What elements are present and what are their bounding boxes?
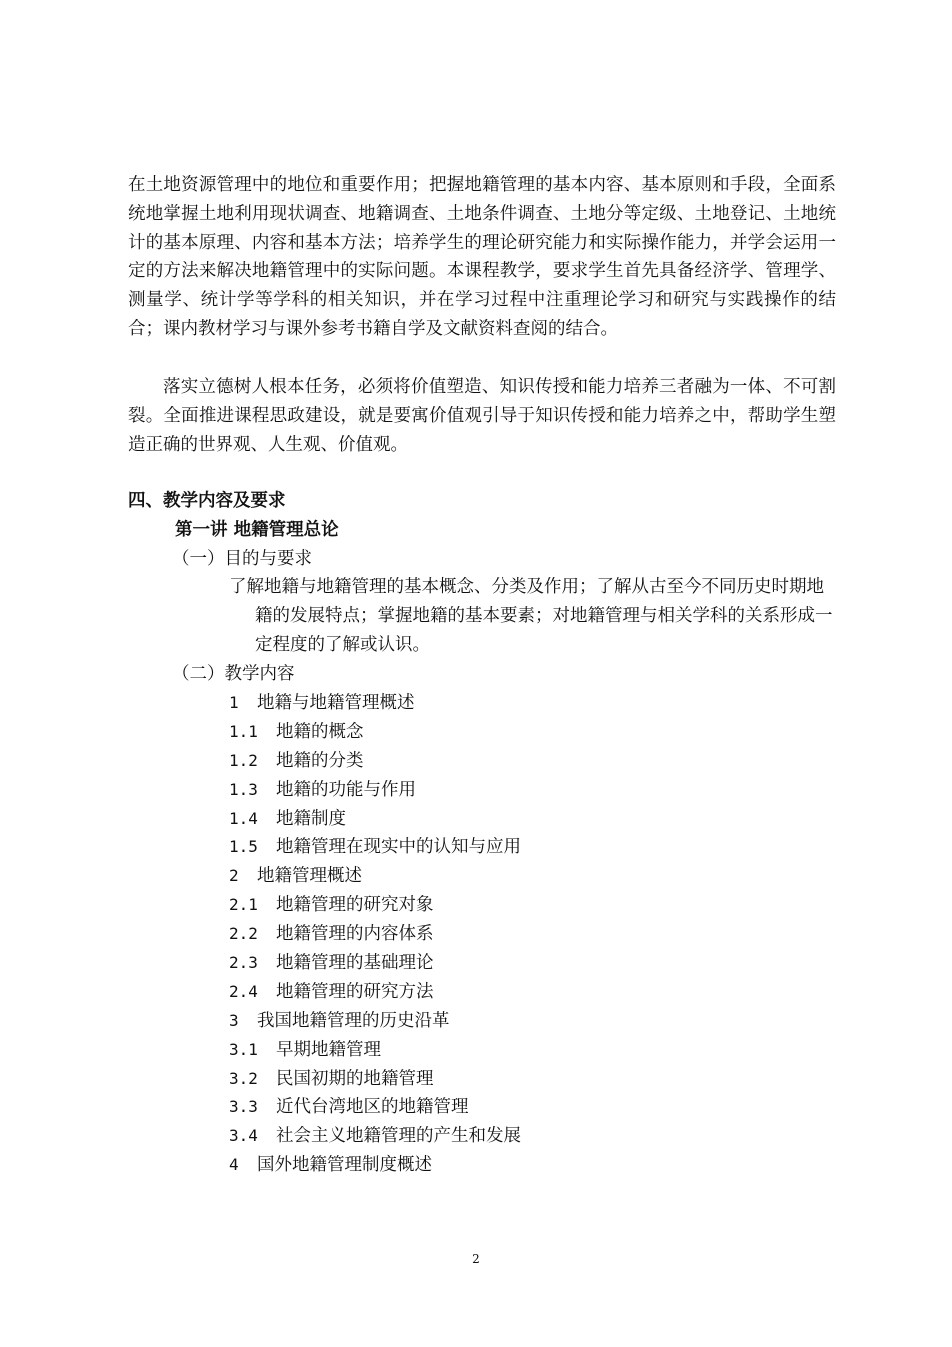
outline-item-text: 社会主义地籍管理的产生和发展 bbox=[276, 1126, 521, 1147]
content-outline bbox=[229, 689, 521, 1180]
outline-item-text: 民国初期的地籍管理 bbox=[276, 1068, 434, 1089]
section-title: 四、教学内容及要求 bbox=[128, 491, 286, 511]
body-paragraph-1: 在土地资源管理中的地位和重要作用；把握地籍管理的基本内容、基本原则和手段，全面系统地掌握土地利用现状调查、地籍调查、土地条件调查、土地分等定级、土地登记、土地统计的基本原理、内容和基本方法；培养学生的理论研究能力和实际操作能力，并学会运用一定的方法来解决地籍管理中的实际问题。本课程教学，要求学生首先具备经济学、管理学、测量学、统计学等学科的相关知识，并在学习过程中注重理论学习和研究与实践操作的结合；课内教材学习与课外参考书籍自学及文献资料查阅的结合。 bbox=[128, 175, 836, 339]
body-paragraph-2: 落实立德树人根本任务，必须将价值塑造、知识传授和能力培养三者融为一体、不可割裂。全面推进课程思政建设，就是要寓价值观引导于知识传授和能力培养之中，帮助学生塑造正确的世界观、人生观、价值观。 bbox=[128, 377, 836, 455]
outline-item bbox=[229, 978, 521, 1007]
outline-item bbox=[229, 1065, 521, 1094]
outline-item-text: 地籍制度 bbox=[276, 808, 346, 829]
outline-item-number: 3 bbox=[229, 1010, 239, 1030]
outline-item-number: 4 bbox=[229, 1155, 239, 1175]
outline-item-text: 地籍管理的基础理论 bbox=[276, 953, 434, 974]
outline-item-text: 我国地籍管理的历史沿革 bbox=[257, 1010, 450, 1031]
outline-item-number: 3.2 bbox=[229, 1068, 258, 1088]
outline-item-text: 地籍的分类 bbox=[276, 750, 364, 771]
objectives-heading: （一）目的与要求 bbox=[172, 549, 312, 569]
lecture-title: 第一讲 地籍管理总论 bbox=[175, 520, 339, 540]
outline-item bbox=[229, 776, 521, 805]
outline-item bbox=[229, 1151, 521, 1180]
outline-item bbox=[229, 891, 521, 920]
outline-item bbox=[229, 805, 521, 834]
outline-item-number: 1.4 bbox=[229, 808, 258, 828]
outline-item-number: 2.2 bbox=[229, 924, 258, 944]
outline-item-number: 2 bbox=[229, 866, 239, 886]
page-number: 2 bbox=[472, 1252, 480, 1266]
outline-item-number: 3.4 bbox=[229, 1126, 258, 1146]
outline-item bbox=[229, 1093, 521, 1122]
outline-item bbox=[229, 1122, 521, 1151]
outline-item-number: 1.1 bbox=[229, 721, 258, 741]
content-heading: （二）教学内容 bbox=[172, 664, 295, 684]
outline-item-number: 2.4 bbox=[229, 981, 258, 1001]
outline-item-number: 1.2 bbox=[229, 750, 258, 770]
outline-item-text: 地籍管理的内容体系 bbox=[276, 924, 434, 945]
outline-item-number: 1.5 bbox=[229, 837, 258, 857]
outline-item bbox=[229, 862, 521, 891]
outline-item-text: 地籍管理概述 bbox=[257, 866, 362, 887]
outline-item-text: 近代台湾地区的地籍管理 bbox=[276, 1097, 469, 1118]
outline-item bbox=[229, 747, 521, 776]
outline-item bbox=[229, 689, 521, 718]
outline-item bbox=[229, 1007, 521, 1036]
outline-item bbox=[229, 949, 521, 978]
outline-item-number: 3.3 bbox=[229, 1097, 258, 1117]
outline-item-text: 地籍管理的研究对象 bbox=[276, 895, 434, 916]
outline-item-number: 3.1 bbox=[229, 1039, 258, 1059]
outline-item-text: 地籍的功能与作用 bbox=[276, 779, 416, 800]
outline-item-text: 国外地籍管理制度概述 bbox=[257, 1155, 432, 1176]
outline-item-text: 早期地籍管理 bbox=[276, 1039, 381, 1060]
outline-item-text: 地籍的概念 bbox=[276, 721, 364, 742]
outline-item-number: 2.3 bbox=[229, 953, 258, 973]
outline-item bbox=[229, 718, 521, 747]
outline-item bbox=[229, 833, 521, 862]
outline-item-number: 2.1 bbox=[229, 895, 258, 915]
outline-item bbox=[229, 1036, 521, 1065]
outline-item bbox=[229, 920, 521, 949]
outline-item-text: 地籍管理在现实中的认知与应用 bbox=[276, 837, 521, 858]
outline-item-text: 地籍与地籍管理概述 bbox=[257, 693, 415, 713]
outline-item-text: 地籍管理的研究方法 bbox=[276, 981, 434, 1002]
objectives-text: 了解地籍与地籍管理的基本概念、分类及作用；了解从古至今不同历史时期地籍的发展特点；掌握地籍的基本要素；对地籍管理与相关学科的关系形成一定程度的了解或认识。 bbox=[229, 577, 833, 655]
outline-item-number: 1.3 bbox=[229, 779, 258, 799]
outline-item-number: 1 bbox=[229, 693, 239, 712]
